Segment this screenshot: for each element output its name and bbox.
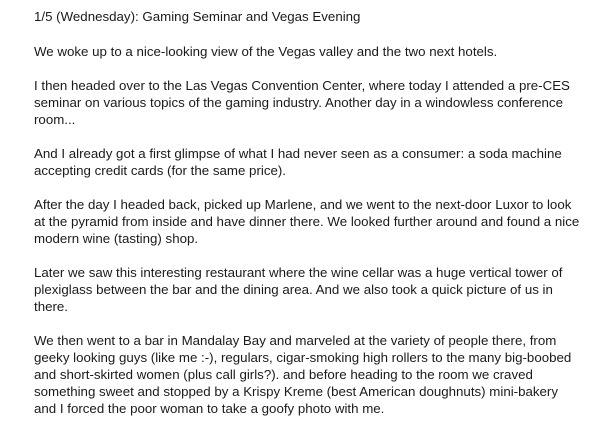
paragraph-restaurant	[34, 264, 580, 315]
paragraph-line: After the day I headed back, picked up Marlene, and we went to the next-door Luxor to look	[34, 197, 572, 212]
paragraph-line: modern wine (tasting) shop.	[34, 231, 199, 246]
paragraph-line: We woke up to a nice-looking view of the Vegas valley and the two next hotels.	[34, 44, 498, 59]
paragraph-convention-center	[34, 77, 580, 128]
document-title: 1/5 (Wednesday): Gaming Seminar and Vegas Evening	[34, 9, 361, 24]
paragraph-view	[34, 43, 580, 60]
paragraph-line: geeky looking guys (like me :-), regulars, cigar-smoking high rollers to the many big-boobed	[34, 350, 572, 365]
paragraph-soda-machine	[34, 145, 580, 179]
paragraph-line: I then headed over to the Las Vegas Convention Center, where today I attended a pre-CES	[34, 78, 570, 93]
paragraph-line: there.	[34, 299, 69, 314]
paragraph-line: something sweet and stopped by a Krispy Kreme (best American doughnuts) mini-bakery	[34, 384, 559, 399]
paragraph-line: at the pyramid from inside and have dinner there. We looked further around and found a nice	[34, 214, 580, 229]
paragraph-line: room...	[34, 112, 76, 127]
paragraph-line: plexiglass between the bar and the dining area. And we also took a quick picture of us in	[34, 282, 553, 297]
paragraph-luxor	[34, 196, 580, 247]
paragraph-line: accepting credit cards (for the same price).	[34, 163, 287, 178]
paragraph-line: We then went to a bar in Mandalay Bay and marveled at the variety of people there, from	[34, 333, 557, 348]
paragraph-line: Later we saw this interesting restaurant where the wine cellar was a huge vertical tower of	[34, 265, 563, 280]
paragraph-line: and short-skirted women (plus call girls?). and before heading to the room we craved	[34, 367, 533, 382]
paragraph-line: And I already got a first glimpse of what I had never seen as a consumer: a soda machine	[34, 146, 562, 161]
paragraph-line: seminar on various topics of the gaming industry. Another day in a windowless conference	[34, 95, 563, 110]
paragraph-line: and I forced the poor woman to take a goofy photo with me.	[34, 401, 385, 416]
paragraph-mandalay-bay	[34, 332, 580, 417]
